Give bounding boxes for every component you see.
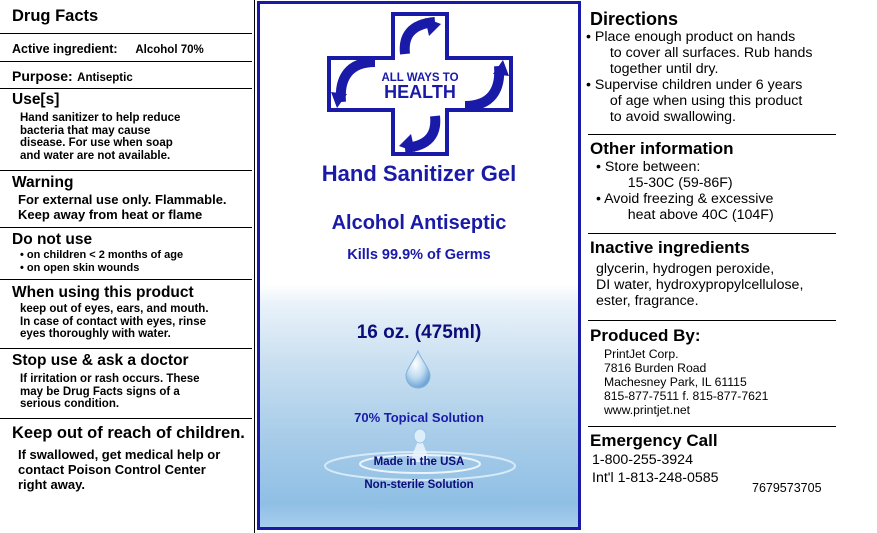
- inactive-title: Inactive ingredients: [590, 238, 750, 257]
- when-using-title: When using this product: [12, 284, 194, 301]
- origin-text: Made in the USA: [373, 456, 465, 468]
- product-name: Hand Sanitizer Gel: [321, 161, 517, 186]
- water-splash-icon: [320, 424, 520, 484]
- uses-section: Use[s] Hand sanitizer to help reduce bacteria that may cause disease. For use when soap and water are not available.: [0, 91, 255, 162]
- do-not-use-title: Do not use: [12, 231, 93, 248]
- purpose: Purpose: Antiseptic: [12, 68, 133, 84]
- warning-section: Warning For external use only. Flammable. Keep away from heat or flame: [0, 174, 255, 222]
- product-claim: Kills 99.9% of Germs: [347, 247, 491, 263]
- divider: [0, 33, 252, 34]
- uses-title: Use[s]: [12, 91, 60, 108]
- sterility-text: Non-sterile Solution: [364, 479, 474, 491]
- divider: [588, 426, 836, 427]
- product-code: 7679573705: [752, 481, 822, 495]
- info-panel: Directions • Place enough product on hands to cover all surfaces. Rub hands together until dry. • Supervise children under 6 years of age when using this product to avoid swallowing.: [586, 9, 813, 125]
- water-drop-icon: [400, 349, 436, 389]
- drug-facts-title: Drug Facts: [12, 7, 99, 25]
- divider: [0, 418, 252, 419]
- directions-title: Directions: [590, 9, 679, 29]
- keep-out-title: Keep out of reach of children.: [12, 424, 245, 442]
- health-cross-logo: [315, 10, 525, 158]
- product-type: Alcohol Antiseptic: [331, 212, 507, 234]
- other-info-title: Other information: [590, 139, 734, 158]
- divider: [0, 279, 252, 280]
- logo-text-top: ALL WAYS TO: [381, 72, 459, 84]
- divider: [0, 348, 252, 349]
- divider: [0, 170, 252, 171]
- stop-use-section: Stop use & ask a doctor If irritation or rash occurs. These may be Drug Facts signs of a serious condition.: [0, 352, 255, 411]
- drug-facts-panel: [0, 0, 255, 533]
- product-size: 16 oz. (475ml): [356, 322, 482, 343]
- do-not-use-section: Do not use • on children < 2 months of age • on open skin wounds: [0, 231, 255, 275]
- stop-use-title: Stop use & ask a doctor: [12, 352, 189, 369]
- divider: [588, 320, 836, 321]
- keep-out-section: Keep out of reach of children. If swallowed, get medical help or contact Poison Control Center right away.: [0, 424, 255, 492]
- produced-by-title: Produced By:: [590, 326, 701, 345]
- divider: [0, 227, 252, 228]
- divider: [0, 88, 252, 89]
- product-panel: [257, 1, 581, 530]
- divider: [0, 61, 252, 62]
- logo-text-bottom: HEALTH: [384, 82, 456, 102]
- divider: [588, 233, 836, 234]
- info-panel-lower: Other information • Store between: 15-30C (59-86F) • Avoid freezing & excessive heat above 40C (104F) Inactive ingredients glycerin, hydrogen peroxide, DI water, hydroxypropylcellulose, ester, fragrance. Produced By: PrintJet Corp. 7816 Burden Road Machesney Park, IL 61115 815-877-7511 f. 815-877-7621 www.printjet.net Emergency Call 1-800-255-3924 Int'l 1-813-248-0585 7679573705: [590, 139, 822, 495]
- emergency-title: Emergency Call: [590, 431, 718, 450]
- active-ingredient: Active ingredient: Alcohol 70%: [12, 42, 204, 56]
- warning-title: Warning: [12, 174, 74, 191]
- solution-text: 70% Topical Solution: [354, 410, 484, 425]
- when-using-section: When using this product keep out of eyes, ears, and mouth. In case of contact with eyes, rinse eyes thoroughly with water.: [0, 284, 255, 341]
